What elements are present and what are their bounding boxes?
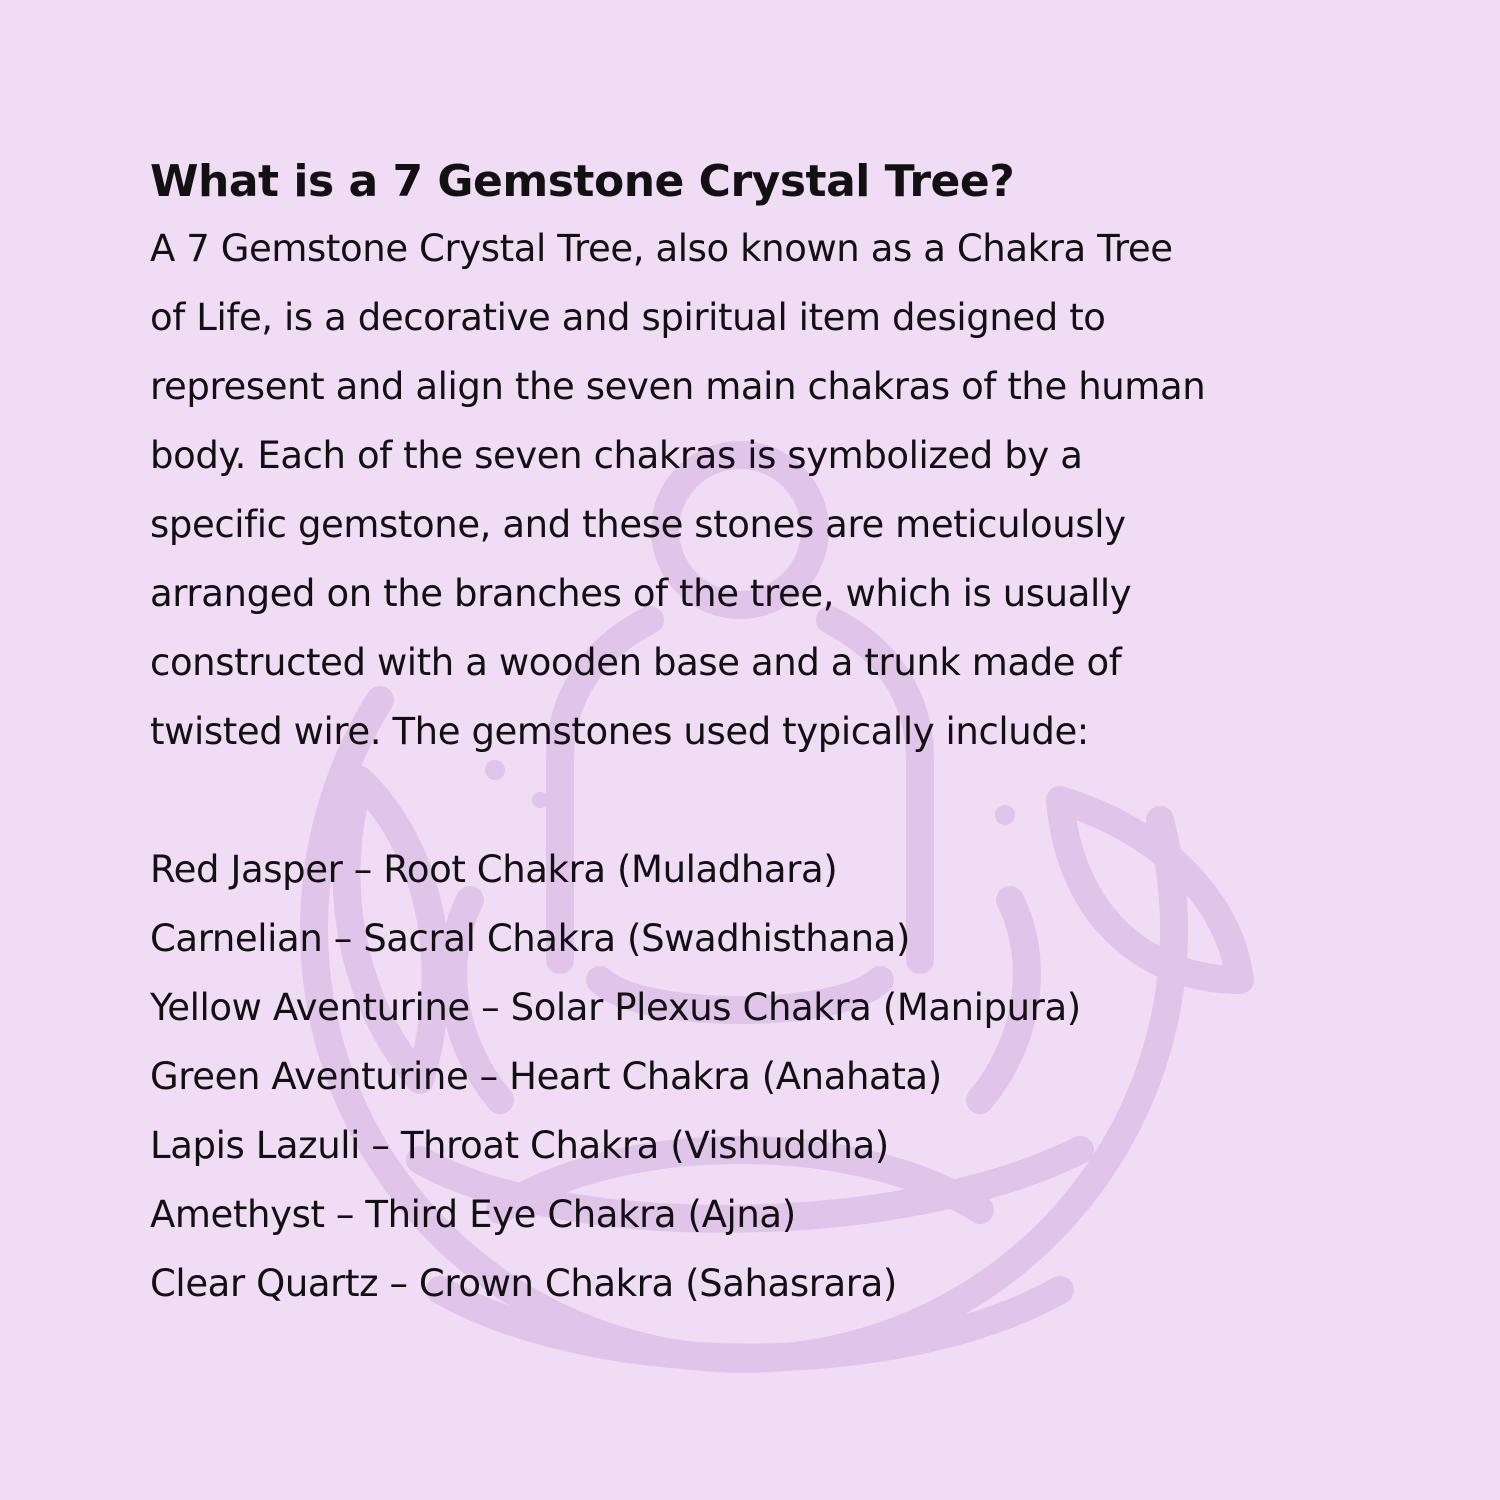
paragraph-line: A 7 Gemstone Crystal Tree, also known as a Chakra Tree — [150, 227, 1173, 270]
paragraph-line: of Life, is a decorative and spiritual item designed to — [150, 296, 1106, 339]
list-item: Green Aventurine – Heart Chakra (Anahata) — [150, 1055, 942, 1098]
list-item: Amethyst – Third Eye Chakra (Ajna) — [150, 1193, 796, 1236]
paragraph-line: specific gemstone, and these stones are meticulously — [150, 503, 1126, 546]
paragraph-line: body. Each of the seven chakras is symbolized by a — [150, 434, 1083, 477]
list-item: Clear Quartz – Crown Chakra (Sahasrara) — [150, 1262, 897, 1305]
description-paragraph — [150, 214, 1380, 766]
gemstone-chakra-list — [150, 835, 1380, 1318]
paragraph-line: twisted wire. The gemstones used typically include: — [150, 710, 1089, 753]
list-item: Lapis Lazuli – Throat Chakra (Vishuddha) — [150, 1124, 889, 1167]
list-item: Red Jasper – Root Chakra (Muladhara) — [150, 848, 838, 891]
list-item: Yellow Aventurine – Solar Plexus Chakra (Manipura) — [150, 986, 1081, 1029]
paragraph-line: constructed with a wooden base and a trunk made of — [150, 641, 1122, 684]
page-title: What is a 7 Gemstone Crystal Tree? — [150, 156, 1015, 207]
list-item: Carnelian – Sacral Chakra (Swadhisthana) — [150, 917, 910, 960]
paragraph-line: represent and align the seven main chakras of the human — [150, 365, 1206, 408]
paragraph-line: arranged on the branches of the tree, which is usually — [150, 572, 1132, 615]
main-content — [150, 150, 1380, 1318]
